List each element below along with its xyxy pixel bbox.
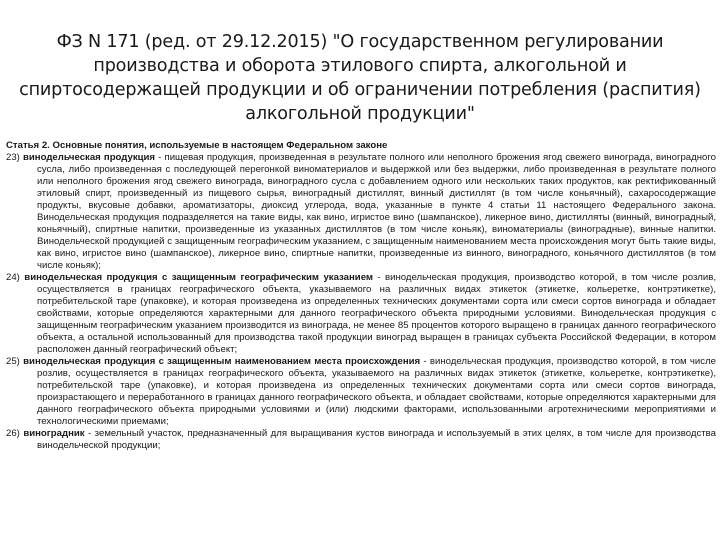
document-body	[4, 140, 716, 452]
definition-term: винодельческая продукция	[23, 152, 156, 163]
definition-text: - пищевая продукция, произведенная в результате полного или неполного брожения ягод свежего винограда, виноградного сусла, либо произведенная с последующей перегонкой виноматериалов и выдержкой или без выдержки, либо произведенная в результате полного или неполного брожения ягод свежего винограда, виноградного сусла с добавлением одного или нескольких таких продуктов, как ректификованный этиловый спирт, произведенный из пищевого сырья, виноградный дистиллят, винный дистиллят (в том числе коньячный), сахаросодержащие продукты, вкусовые добавки, ароматизаторы, диоксид углерода, вода, указанные в пункте 4 статьи 11 настоящего Федерального закона. Винодельческая продукция подразделяется на такие виды, как вино, игристое вино (шампанское), ликерное вино, дистилляты (винный, виноградный, коньячный), спиртные напитки, произведенные из указанных дистиллятов (в том числе коньяк), виноматериалы (виноградные), винные напитки. Винодельческой продукцией с защищенным географическим указанием, с защищенным наименованием места происхождения могут быть такие виды, как вино, игристое вино (шампанское), ликерное вино, спиртные напитки, произведенные из винного, виноградного, коньячного дистиллятов (в том числе коньяк);	[37, 152, 716, 271]
definition-text: - земельный участок, предназначенный для выращивания кустов винограда и используемый в этих целях, в том числе для производства винодельческой продукции;	[37, 428, 716, 451]
article-heading: Статья 2. Основные понятия, используемые в настоящем Федеральном законе	[6, 140, 388, 151]
definition-text: - винодельческая продукция, производство которой, в том числе розлив, осуществляется в границах географического объекта, указываемого на различных видах этикеток (этикетке, кольеретке, контрэтикетке), потребительской таре (упаковке), и которая произведена из определенных технических документами сорта или смеси сортов винограда, произрастающего и переработанного в границах данного географического объекта, и обладает свойствами, которые определяются характерными для данного географического объекта природными условиями и (или) людскими факторами, использованными агротехническими мероприятиями и технологическими приемами;	[37, 356, 717, 427]
definition-item	[4, 272, 716, 356]
definition-term: винодельческая продукция с защищенным наименованием места происхождения	[23, 356, 421, 367]
definition-number: 23)	[6, 152, 20, 163]
definition-number: 25)	[6, 356, 20, 367]
definition-item	[4, 152, 716, 272]
definition-item	[4, 356, 716, 428]
definition-term: виноградник	[23, 428, 85, 439]
definition-term: винодельческая продукция с защищенным географическим указанием	[24, 272, 374, 283]
definition-number: 26)	[6, 428, 20, 439]
definition-item	[4, 428, 716, 452]
document-title: ФЗ N 171 (ред. от 29.12.2015) "О государственном регулировании производства и оборота этилового спирта, алкогольной и спиртосодержащей продукции и об ограничении потребления (распития) алкогольной продукции"	[19, 32, 701, 124]
definition-text: - винодельческая продукция, производство которой, в том числе розлив, осуществляется в границах географического объекта, указываемого на различных видах этикеток (этикетке, кольеретке, контрэтикетке), потребительской таре (упаковке), и которая произведена из определенных технических документами сорта или смеси сортов винограда и обладает свойствами, которые определяются характерными для данного географического объекта природными условиями. Винодельческая продукция с защищенным географическим указанием производится из винограда, не менее 85 процентов которого выращено в границах данного географического объекта, а остальной использованный для производства такой продукции виноград выращен в границах субъекта Российской Федерации, в котором расположен данный географический объект;	[37, 272, 716, 355]
definition-number: 24)	[6, 272, 20, 283]
